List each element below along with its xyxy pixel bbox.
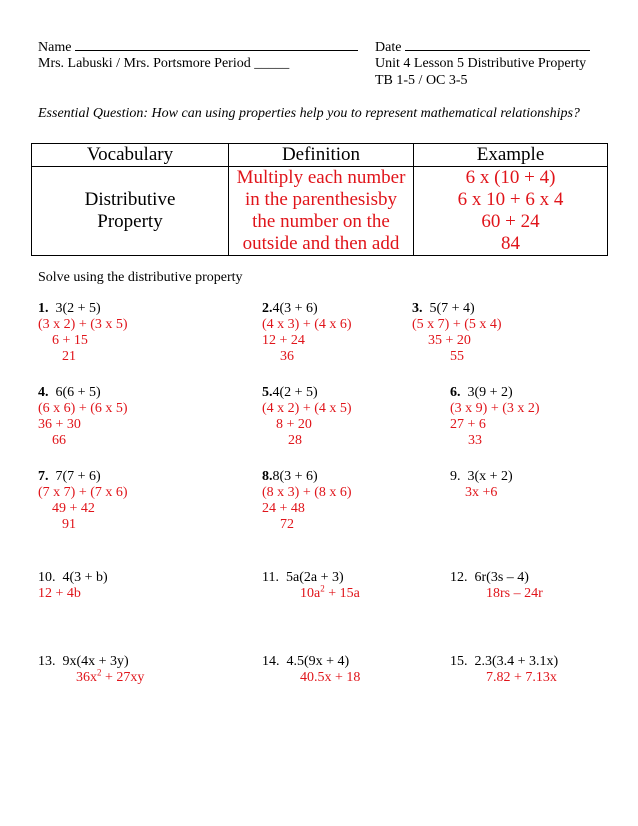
problem-expression: 3(x + 2) [467,469,513,484]
term-line: Distributive [84,189,176,210]
definition-line: outside and then add [242,233,400,254]
answer-step: (3 x 2) + (3 x 5) [38,317,128,332]
answer-final: $10a^2 + 15a$ [300,583,360,601]
answer-final: 7.82 + 7.13x [486,670,557,685]
vocabulary-row [32,167,608,256]
answer-step: 8 + 20 [276,417,312,432]
term-line: Property [97,211,163,232]
problem-10 [38,570,108,602]
problem-number: 12. [450,570,468,585]
answer-final: 21 [62,349,76,364]
answer-step: (8 x 3) + (8 x 6) [262,485,352,500]
problem-number: 10. [38,570,56,585]
problem-number: 1. [38,301,49,316]
definition-line: Multiply each number [236,167,406,188]
instructions: Solve using the distributive property [38,270,243,285]
problem-number: 4. [38,385,49,400]
problem-expression: 9x(4x + 3y) [62,654,129,669]
answer-final: 40.5x + 18 [300,670,361,685]
problem-4 [38,385,128,449]
date-label: Date [375,40,402,55]
problem-2 [262,301,352,365]
answer-step: 35 + 20 [428,333,471,348]
problem-3 [412,301,502,365]
problem-number: 13. [38,654,56,669]
date-blank-line[interactable] [405,38,590,51]
problem-number: 7. [38,469,49,484]
answer-final: 36 [280,349,294,364]
answer-step: 27 + 6 [450,417,486,432]
problem-expression: 4(3 + b) [62,570,108,585]
answer-final: 55 [450,349,464,364]
answer-step: (5 x 7) + (5 x 4) [412,317,502,332]
answer-step: 12 + 24 [262,333,305,348]
problem-number: 8. [262,469,273,484]
problem-expression: 5a(2a + 3) [285,570,344,585]
answer-step: 24 + 48 [262,501,305,516]
problem-12 [450,570,543,602]
problem-expression: 7(7 + 6) [55,469,101,484]
problem-8 [262,469,352,533]
answer-final: 72 [280,517,294,532]
name-field-row [38,38,358,56]
answer-final: 66 [52,433,66,448]
definition-line: in the parenthesisby [245,189,397,210]
teacher-period-line: Mrs. Labuski / Mrs. Portsmore Period _____ [38,56,290,71]
answer-final: 3x +6 [465,485,498,500]
answer-final: 28 [288,433,302,448]
answer-final: 12 + 4b [38,586,81,601]
problem-expression: 4(3 + 6) [272,301,318,316]
answer-step: (3 x 9) + (3 x 2) [450,401,540,416]
problem-expression: 6(6 + 5) [55,385,101,400]
vocab-term [32,167,229,256]
vocab-definition [229,167,414,256]
header-vocabulary: Vocabulary [32,144,229,167]
problem-expression: 4.5(9x + 4) [286,654,350,669]
problem-number: 3. [412,301,423,316]
name-blank-line[interactable] [75,38,358,51]
lesson-title: Unit 4 Lesson 5 Distributive Property [375,56,587,71]
problem-7 [38,469,128,533]
answer-step: 6 + 15 [52,333,88,348]
tb-oc-reference: TB 1-5 / OC 3-5 [375,73,468,88]
answer-final: $36x^2 + 27xy$ [76,667,145,685]
problem-9 [450,469,513,501]
problem-expression: 3(2 + 5) [55,301,101,316]
problem-expression: 2.3(3.4 + 3.1x) [474,654,559,669]
problem-6 [450,385,540,449]
problem-number: 11. [262,570,279,585]
vocab-example [414,167,608,256]
example-line: 6 x (10 + 4) [465,167,556,188]
answer-final: 18rs – 24r [486,586,543,601]
problem-expression: 3(9 + 2) [467,385,513,400]
problem-expression: 5(7 + 4) [429,301,475,316]
problem-expression: 6r(3s – 4) [474,570,529,585]
definition-line: the number on the [252,211,390,232]
date-field-row [375,38,590,56]
answer-step: (7 x 7) + (7 x 6) [38,485,128,500]
problem-expression: 8(3 + 6) [272,469,318,484]
problem-number: 9. [450,469,461,484]
header-definition: Definition [229,144,414,167]
answer-step: 36 + 30 [38,417,81,432]
problem-expression: 4(2 + 5) [272,385,318,400]
problem-number: 14. [262,654,280,669]
answer-final: 91 [62,517,76,532]
header-example: Example [414,144,608,167]
problem-5 [262,385,352,449]
problem-1 [38,301,128,365]
example-line: 84 [501,233,520,254]
vocabulary-header-row [32,144,608,167]
problem-15 [450,654,558,686]
problem-11 [262,570,360,602]
vocabulary-table [31,143,608,256]
example-line: 60 + 24 [481,211,540,232]
essential-question: Essential Question: How can using properties help you to represent mathematical relationships? [38,106,580,121]
problem-number: 15. [450,654,468,669]
example-line: 6 x 10 + 6 x 4 [457,189,564,210]
answer-step: 49 + 42 [52,501,95,516]
problem-number: 5. [262,385,273,400]
name-label: Name [38,40,72,55]
answer-step: (4 x 3) + (4 x 6) [262,317,352,332]
answer-final: 33 [468,433,482,448]
problem-14 [262,654,360,686]
answer-step: (6 x 6) + (6 x 5) [38,401,128,416]
problem-number: 6. [450,385,461,400]
problem-13 [38,654,144,686]
answer-step: (4 x 2) + (4 x 5) [262,401,352,416]
problem-number: 2. [262,301,273,316]
